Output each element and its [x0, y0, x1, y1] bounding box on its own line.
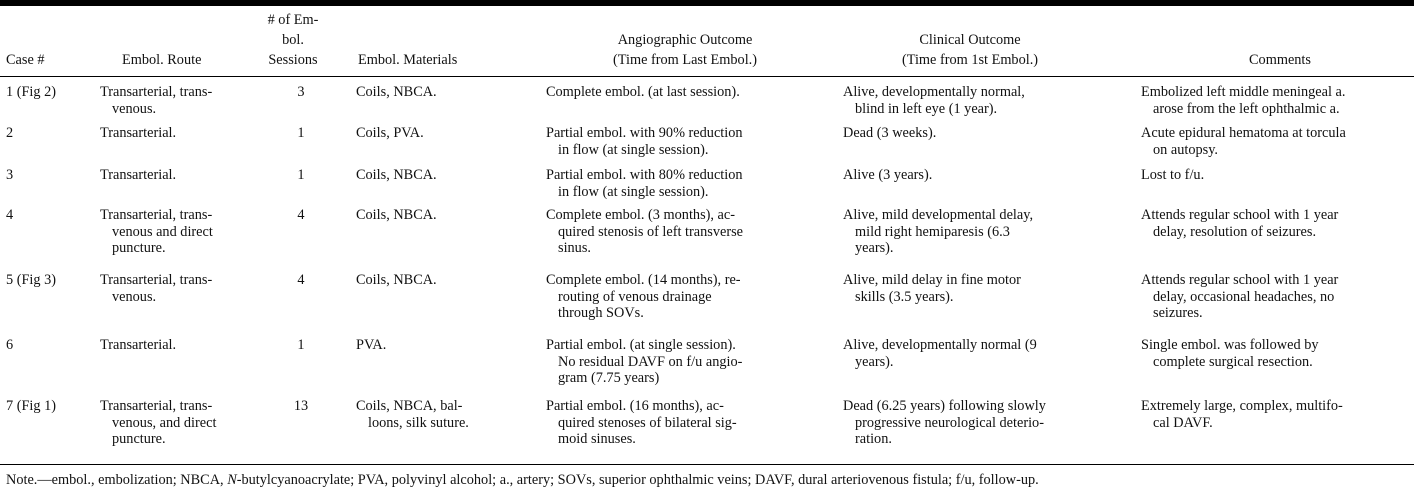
cell-clinical: Alive, mild developmental delay, mild right hemiparesis (6.3 years).	[843, 207, 1034, 256]
cell-case: 6	[6, 337, 14, 353]
cell-angio: Partial embol. with 80% reduction in flow (at single session).	[546, 167, 743, 200]
cell-route: Transarterial, trans- venous, and direct puncture.	[100, 398, 217, 447]
cell-route: Transarterial, trans- venous.	[100, 84, 213, 117]
header-angio-line1: Angiographic Outcome	[617, 32, 753, 48]
cell-sessions: 13	[293, 398, 309, 414]
header-clinical-line1: Clinical Outcome	[919, 32, 1021, 48]
cell-materials: Coils, NBCA, bal- loons, silk suture.	[356, 398, 469, 431]
cell-angio: Partial embol. (16 months), ac- quired stenoses of bilateral sig- moid sinuses.	[546, 398, 737, 447]
cell-route: Transarterial, trans- venous and direct puncture.	[100, 207, 213, 256]
cell-clinical: Dead (3 weeks).	[843, 125, 937, 141]
cell-clinical: Alive (3 years).	[843, 167, 933, 183]
header-sessions-line3: Sessions	[268, 52, 318, 68]
cell-comments: Extremely large, complex, multifo- cal DAVF.	[1141, 398, 1343, 431]
cell-clinical: Alive, mild delay in fine motor skills (3.5 years).	[843, 272, 1021, 305]
cell-sessions: 1	[297, 337, 305, 353]
cell-route: Transarterial.	[100, 337, 177, 353]
cell-case: 3	[6, 167, 14, 183]
header-route: Embol. Route	[122, 52, 202, 68]
cell-angio: Complete embol. (3 months), ac- quired stenosis of left transverse sinus.	[546, 207, 744, 256]
table-note	[6, 472, 1039, 488]
cell-comments: Attends regular school with 1 year delay, occasional headaches, no seizures.	[1141, 272, 1339, 321]
header-clinical-line2: (Time from 1st Embol.)	[901, 52, 1039, 68]
header-materials: Embol. Materials	[358, 52, 458, 68]
cell-comments: Single embol. was followed by complete surgical resection.	[1141, 337, 1319, 370]
cell-materials: Coils, PVA.	[356, 125, 424, 141]
cell-case: 2	[6, 125, 14, 141]
cell-case: 5 (Fig 3)	[6, 272, 57, 288]
cell-materials: Coils, NBCA.	[356, 272, 437, 288]
cell-sessions: 4	[297, 207, 305, 223]
cell-sessions: 3	[297, 84, 305, 100]
cell-comments: Lost to f/u.	[1141, 167, 1205, 183]
cell-sessions: 1	[297, 167, 305, 183]
cell-route: Transarterial.	[100, 167, 177, 183]
header-sessions-line2: bol.	[282, 32, 304, 48]
cell-materials: Coils, NBCA.	[356, 167, 437, 183]
note-italic: N	[227, 472, 237, 488]
cell-clinical: Alive, developmentally normal, blind in left eye (1 year).	[843, 84, 1025, 117]
header-angio-line2: (Time from Last Embol.)	[612, 52, 758, 68]
cell-materials: PVA.	[356, 337, 387, 353]
header-sessions-line1: # of Em-	[267, 12, 319, 28]
cell-angio: Complete embol. (at last session).	[546, 84, 740, 100]
note-text: Note.—embol., embolization; NBCA,	[6, 472, 228, 488]
cell-route: Transarterial, trans- venous.	[100, 272, 213, 305]
cell-sessions: 1	[297, 125, 305, 141]
cell-comments: Acute epidural hematoma at torcula on autopsy.	[1141, 125, 1346, 158]
cell-angio: Partial embol. (at single session). No residual DAVF on f/u angio- gram (7.75 years)	[546, 337, 743, 386]
header-comments: Comments	[1249, 52, 1311, 68]
cell-clinical: Dead (6.25 years) following slowly progressive neurological deterio- ration.	[843, 398, 1046, 447]
cell-comments: Embolized left middle meningeal a. arose from the left ophthalmic a.	[1141, 84, 1346, 117]
cell-angio: Partial embol. with 90% reduction in flow (at single session).	[546, 125, 743, 158]
cell-comments: Attends regular school with 1 year delay, resolution of seizures.	[1141, 207, 1339, 240]
cell-materials: Coils, NBCA.	[356, 84, 437, 100]
header-case: Case #	[6, 52, 45, 68]
note-text-2: -butylcyanoacrylate; PVA, polyvinyl alcohol; a., artery; SOVs, superior ophthalmic veins; DAVF, dural arteriovenous fistula; f/u, follow-up.	[236, 472, 1039, 488]
cell-angio: Complete embol. (14 months), re- routing of venous drainage through SOVs.	[546, 272, 741, 321]
cell-materials: Coils, NBCA.	[356, 207, 437, 223]
cell-route: Transarterial.	[100, 125, 177, 141]
cell-clinical: Alive, developmentally normal (9 years).	[843, 337, 1037, 370]
cell-case: 7 (Fig 1)	[6, 398, 57, 414]
cell-case: 1 (Fig 2)	[6, 84, 57, 100]
cell-case: 4	[6, 207, 14, 223]
cell-sessions: 4	[297, 272, 305, 288]
